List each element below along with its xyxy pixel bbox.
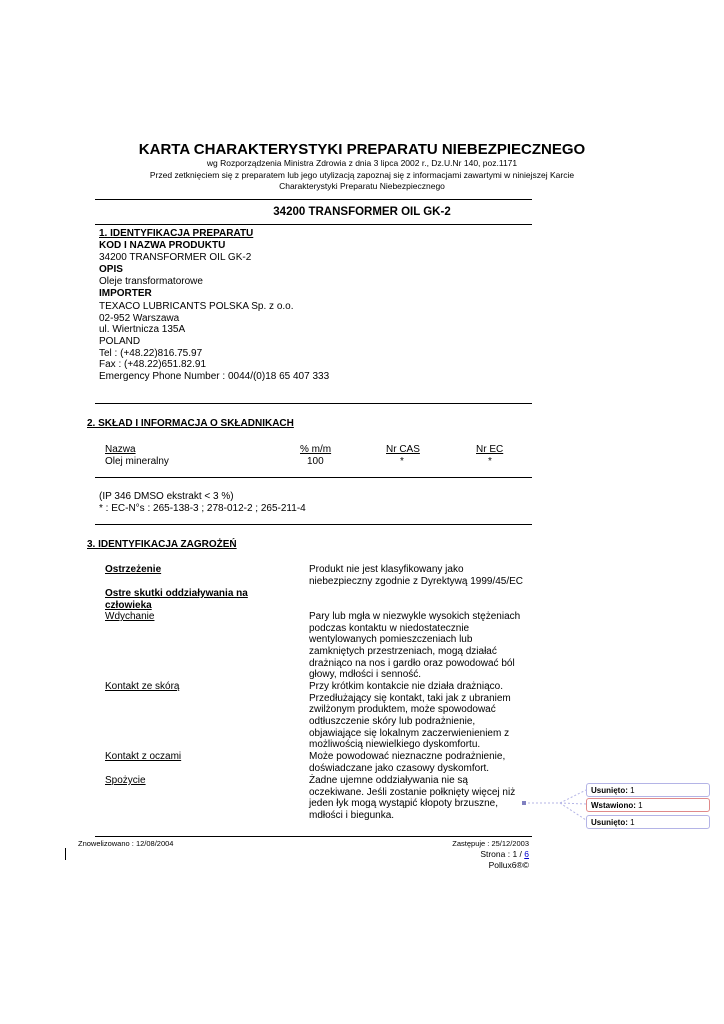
eye-contact-text <box>309 751 505 774</box>
section-1-heading: 1. IDENTYFIKACJA PREPARATU <box>99 228 254 239</box>
revision-balloon-deleted[interactable] <box>586 815 710 829</box>
text-cursor <box>65 848 66 860</box>
dmso-note: (IP 346 DMSO ekstrakt < 3 %) <box>99 491 234 502</box>
text-line: Produkt nie jest klasyfikowany jako <box>309 564 464 575</box>
description-value: Oleje transformatorowe <box>99 276 203 287</box>
importer-line: POLAND <box>99 336 141 348</box>
regulation-subtitle: wg Rozporządzenia Ministra Zdrowia z dnia 3 lipca 2002 r., Dz.U.Nr 140, poz.1171 <box>206 158 518 168</box>
page-counter <box>480 849 529 859</box>
replaces-date: Zastępuje : 25/12/2003 <box>452 839 529 848</box>
text-line: drażniąco na nos i gardło oraz powodować ból <box>309 657 515 669</box>
skin-contact-label: Kontakt ze skórą <box>105 681 180 692</box>
revision-connector <box>520 780 590 830</box>
revision-label: Wstawiono: <box>591 801 636 810</box>
table-cell-name: Olej mineralny <box>105 456 169 467</box>
table-cell-ec: * <box>488 456 492 467</box>
warning-text <box>309 564 523 587</box>
ingestion-label: Spożycie <box>105 775 146 786</box>
importer-label: IMPORTER <box>99 288 152 299</box>
warning-label: Ostrzeżenie <box>105 564 162 575</box>
revision-label: Usunięto: <box>591 786 628 795</box>
importer-line: Emergency Phone Number : 0044/(0)18 65 407 333 <box>99 371 330 383</box>
table-cell-percent: 100 <box>307 456 324 467</box>
column-header-name: Nazwa <box>105 444 136 455</box>
product-code-value: 34200 TRANSFORMER OIL GK-2 <box>99 252 252 263</box>
text-line: Przedłużający się kontakt, taki jak z ubraniem <box>309 692 511 704</box>
revision-label: Usunięto: <box>591 818 628 827</box>
text-line: podczas kontaktu w niedostatecznie <box>309 622 470 634</box>
inhalation-label: Wdychanie <box>105 611 155 622</box>
revision-balloon-inserted[interactable] <box>586 798 710 812</box>
notice-line-2: Charakterystyki Preparatu Niebezpiecznego <box>279 181 445 191</box>
document-title: KARTA CHARAKTERYSTYKI PREPARATU NIEBEZPIECZNEGO <box>138 141 586 158</box>
text-line: Pary lub mgła w niezwykle wysokich stężeniach <box>309 611 521 622</box>
divider <box>95 199 532 200</box>
table-cell-cas: * <box>400 456 404 467</box>
importer-line: TEXACO LUBRICANTS POLSKA Sp. z o.o. <box>99 301 294 312</box>
acute-effects-label: Ostre skutki oddziaływania na <box>105 588 248 599</box>
section-2-heading: 2. SKŁAD I INFORMACJA O SKŁADNIKACH <box>87 418 294 429</box>
divider <box>95 224 532 225</box>
importer-line: Fax : (+48.22)651.82.91 <box>99 359 207 371</box>
text-line: jeden łyk mogą wystąpić kłopoty brzuszne, <box>309 798 498 810</box>
importer-line: ul. Wiertnicza 135A <box>99 324 186 336</box>
revision-value: 1 <box>638 801 643 810</box>
text-line: Przy krótkim kontakcie nie działa drażniąco. <box>309 681 503 692</box>
importer-line: 02-952 Warszawa <box>99 312 180 324</box>
text-line: wentylowanych pomieszczeniach lub <box>309 634 473 646</box>
text-line: mdłości i biegunka. <box>309 810 395 822</box>
text-line: objawiające się lokalnym zaczerwienieniem z <box>309 727 510 739</box>
footer-divider <box>95 836 532 837</box>
column-header-ec: Nr EC <box>476 444 504 455</box>
text-line: doświadczane jako czasowy dyskomfort. <box>309 762 490 774</box>
inhalation-text <box>309 611 520 681</box>
divider <box>95 524 532 525</box>
revision-balloon-deleted[interactable] <box>586 783 710 797</box>
description-label: OPIS <box>99 264 123 275</box>
updated-date: Znowelizowano : 12/08/2004 <box>78 839 174 848</box>
text-line: Może powodować nieznaczne podrażnienie, <box>309 751 506 762</box>
text-line: Żadne ujemne oddziaływania nie są <box>309 775 468 786</box>
software-mark: Pollux6®© <box>488 860 529 870</box>
revision-value: 1 <box>630 786 635 795</box>
product-title: 34200 TRANSFORMER OIL GK-2 <box>273 206 451 218</box>
product-code-label: KOD I NAZWA PRODUKTU <box>99 240 226 251</box>
text-line: odtłuszczenie skóry lub podrażnienie, <box>309 716 476 728</box>
importer-line: Tel : (+48.22)816.75.97 <box>99 347 203 359</box>
text-line: głowy, mdłości i senność. <box>309 669 422 681</box>
text-line: niebezpieczny zgodnie z Dyrektywą 1999/45/EC <box>309 575 524 587</box>
text-line: oczekiwane. Jeśli zostanie połknięty więcej niż <box>309 786 516 798</box>
divider <box>95 403 532 404</box>
section-3-heading: 3. IDENTYFIKACJA ZAGROŻEŃ <box>87 539 237 550</box>
column-header-percent: % m/m <box>300 444 332 455</box>
ingestion-text <box>309 775 515 822</box>
text-line: możliwością niewielkiego dyskomfortu. <box>309 739 481 751</box>
text-line: zamkniętych przestrzeniach, mogą działać <box>309 646 497 658</box>
eye-contact-label: Kontakt z oczami <box>105 751 182 762</box>
divider <box>95 477 532 478</box>
page-prefix: Strona : 1 / <box>480 849 525 859</box>
revision-value: 1 <box>630 818 635 827</box>
total-pages-link[interactable]: 6 <box>524 849 529 859</box>
text-line: zwilżonym produktem, może spowodować <box>309 704 496 716</box>
acute-effects-label-cont: człowieka <box>105 600 152 611</box>
skin-contact-text <box>309 681 511 751</box>
importer-address <box>99 301 329 383</box>
ec-numbers-note: * : EC-N°s : 265-138-3 ; 278-012-2 ; 265-211-4 <box>99 503 306 514</box>
notice-line-1: Przed zetknięciem się z preparatem lub jego utylizacją zapoznaj się z informacjami zawartymi w niniejszej Karcie <box>149 170 575 180</box>
column-header-cas: Nr CAS <box>386 444 420 455</box>
